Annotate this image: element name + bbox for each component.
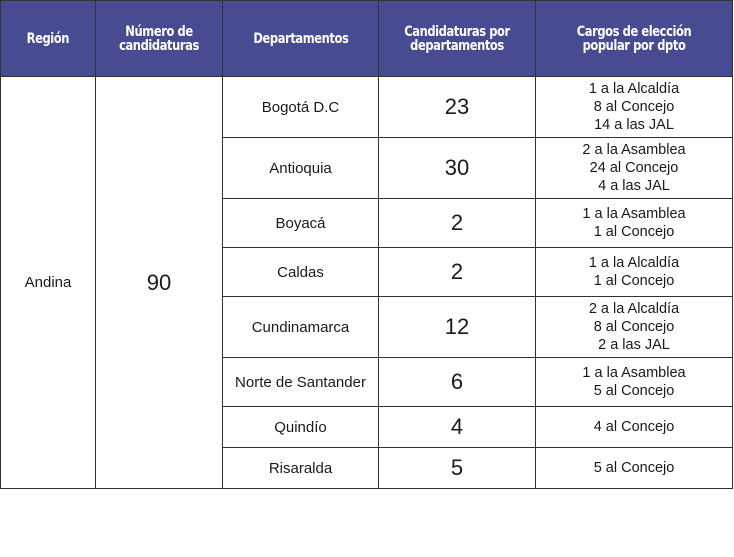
- cargo-line: 24 al Concejo: [589, 160, 679, 176]
- cargo-line: 8 al Concejo: [593, 99, 675, 115]
- header-cargos: Cargos de elección popular por dpto: [536, 1, 733, 77]
- candidaturas-count-cell: 5: [379, 448, 536, 489]
- cargos-cell: [536, 199, 733, 248]
- departamento-cell: Risaralda: [223, 448, 379, 489]
- departamento-cell: Boyacá: [223, 199, 379, 248]
- candidaturas-count-cell: 2: [379, 199, 536, 248]
- cargo-line: 14 a las JAL: [594, 117, 674, 133]
- table-row: [1, 77, 733, 138]
- header-num-candidaturas: Número de candidaturas: [96, 1, 223, 77]
- cargo-line: 2 a la Asamblea: [582, 142, 686, 158]
- candidaturas-count-cell: 23: [379, 77, 536, 138]
- cargo-line: 1 a la Asamblea: [582, 206, 686, 222]
- header-region: Región: [1, 1, 96, 77]
- departamento-cell: Antioquia: [223, 138, 379, 199]
- cargo-line: 5 al Concejo: [593, 383, 675, 399]
- cargo-line: 4 a las JAL: [598, 178, 670, 194]
- candidaturas-count-cell: 30: [379, 138, 536, 199]
- departamento-cell: Caldas: [223, 248, 379, 297]
- cargo-line: 5 al Concejo: [593, 460, 675, 476]
- cargos-cell: [536, 297, 733, 358]
- cargo-line: 2 a la Alcaldía: [588, 301, 680, 317]
- candidaturas-count-cell: 2: [379, 248, 536, 297]
- cargo-line: 8 al Concejo: [593, 319, 675, 335]
- cargo-line: 1 al Concejo: [593, 273, 675, 289]
- cargos-cell: [536, 138, 733, 199]
- cargo-line: 1 a la Alcaldía: [588, 255, 680, 271]
- cargos-cell: [536, 248, 733, 297]
- total-candidaturas-cell: 90: [96, 77, 223, 489]
- cargos-cell: [536, 358, 733, 407]
- cargo-line: 4 al Concejo: [593, 419, 675, 435]
- candidaturas-count-cell: 4: [379, 407, 536, 448]
- cargos-cell: [536, 77, 733, 138]
- cargo-line: 1 al Concejo: [593, 224, 675, 240]
- header-departamentos: Departamentos: [223, 1, 379, 77]
- region-cell: Andina: [1, 77, 96, 489]
- header-candidaturas-dpto: Candidaturas por departamentos: [379, 1, 536, 77]
- candidaturas-count-cell: 12: [379, 297, 536, 358]
- cargo-line: 1 a la Alcaldía: [588, 81, 680, 97]
- cargo-line: 1 a la Asamblea: [582, 365, 686, 381]
- candidaturas-count-cell: 6: [379, 358, 536, 407]
- departamento-cell: Norte de Santander: [223, 358, 379, 407]
- cargos-cell: [536, 448, 733, 489]
- cargos-cell: [536, 407, 733, 448]
- departamento-cell: Cundinamarca: [223, 297, 379, 358]
- departamento-cell: Quindío: [223, 407, 379, 448]
- cargo-line: 2 a las JAL: [598, 337, 670, 353]
- header-row: [1, 1, 733, 77]
- departamento-cell: Bogotá D.C: [223, 77, 379, 138]
